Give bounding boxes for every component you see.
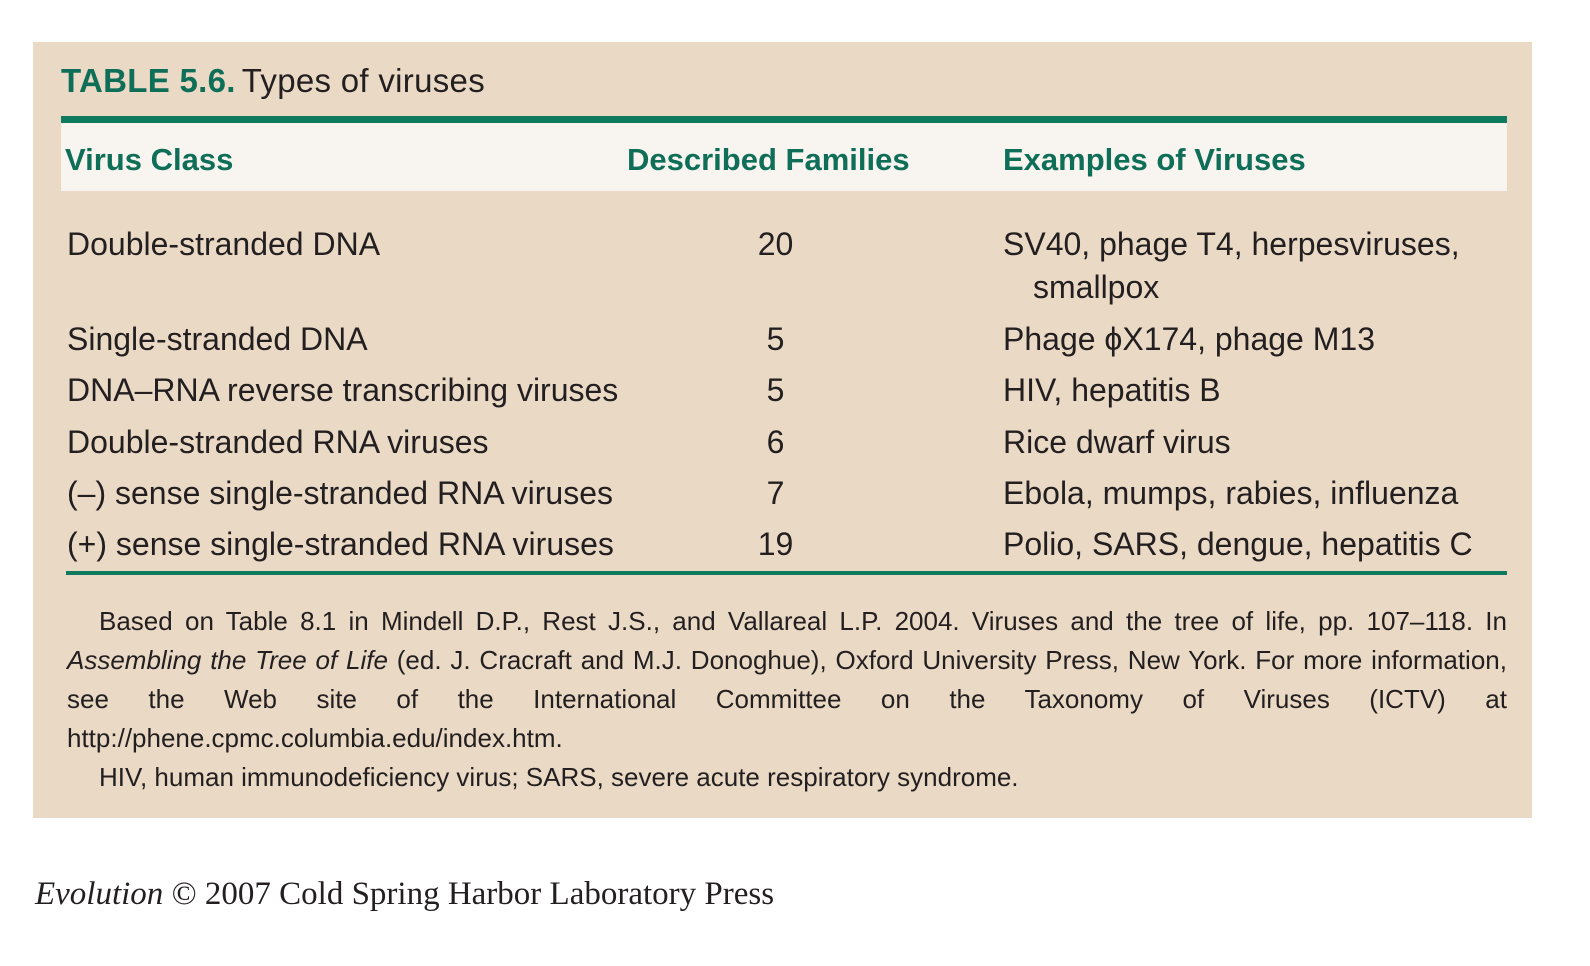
credit-text: © 2007 Cold Spring Harbor Laboratory Press — [163, 876, 775, 912]
virus-class-cell: DNA–RNA reverse transcribing viruses — [67, 372, 619, 408]
column-header-virus-class: Virus Class — [65, 142, 234, 177]
table-notes — [67, 602, 1507, 797]
families-cell: 19 — [757, 526, 794, 562]
column-header-described-families: Described Families — [627, 142, 910, 177]
families-cell: 5 — [766, 372, 785, 408]
footer-rule — [66, 571, 1507, 575]
source-note-text-continued: (ed. J. Cracraft and M.J. Donoghue), Oxford University Press, New York. For more information, see the Web site of the International Committee on the Taxonomy of Viruses (ICTV) at http://phene.cpmc.columbia.edu/index.htm. — [67, 645, 1507, 753]
examples-cell: Ebola, mumps, rabies, influenza — [1003, 475, 1459, 511]
families-cell: 6 — [766, 424, 785, 460]
copyright-credit — [35, 876, 774, 913]
examples-cell — [1003, 224, 1460, 307]
source-book-title: Assembling the Tree of Life — [67, 645, 388, 675]
families-cell: 7 — [766, 475, 785, 511]
source-note-text: Based on Table 8.1 in Mindell D.P., Rest J.S., and Vallareal L.P. 2004. Viruses and the tree of life, pp. 107–118. In — [99, 606, 1507, 636]
virus-class-cell: Double-stranded DNA — [67, 226, 381, 262]
virus-class-cell: (–) sense single-stranded RNA viruses — [67, 475, 614, 511]
table-caption: Types of viruses — [241, 62, 485, 99]
abbreviations-note: HIV, human immunodeficiency virus; SARS, severe acute respiratory syndrome. — [99, 762, 1019, 792]
examples-cell: Polio, SARS, dengue, hepatitis C — [1003, 526, 1473, 562]
families-cell: 5 — [766, 321, 785, 357]
table-row — [33, 224, 1532, 305]
header-rule — [61, 116, 1507, 123]
table-label: TABLE 5.6. — [61, 62, 236, 99]
table-row — [33, 422, 1532, 474]
virus-class-cell: (+) sense single-stranded RNA viruses — [67, 526, 614, 562]
examples-continuation-line: smallpox — [1033, 269, 1160, 305]
table-row — [33, 473, 1532, 525]
table-panel — [33, 42, 1532, 818]
table-row — [33, 524, 1532, 576]
examples-line: SV40, phage T4, herpesviruses, — [1003, 226, 1460, 262]
column-header-examples: Examples of Viruses — [1003, 142, 1306, 177]
examples-cell: HIV, hepatitis B — [1003, 372, 1221, 408]
table-title — [61, 62, 485, 100]
virus-class-cell: Single-stranded DNA — [67, 321, 368, 357]
examples-cell: Rice dwarf virus — [1003, 424, 1231, 460]
table-row — [33, 370, 1532, 422]
examples-cell: Phage ϕX174, phage M13 — [1003, 321, 1375, 357]
source-note — [67, 602, 1507, 758]
credit-book-title: Evolution — [35, 876, 164, 912]
table-row — [33, 319, 1532, 371]
families-cell: 20 — [757, 226, 794, 262]
virus-class-cell: Double-stranded RNA viruses — [67, 424, 489, 460]
